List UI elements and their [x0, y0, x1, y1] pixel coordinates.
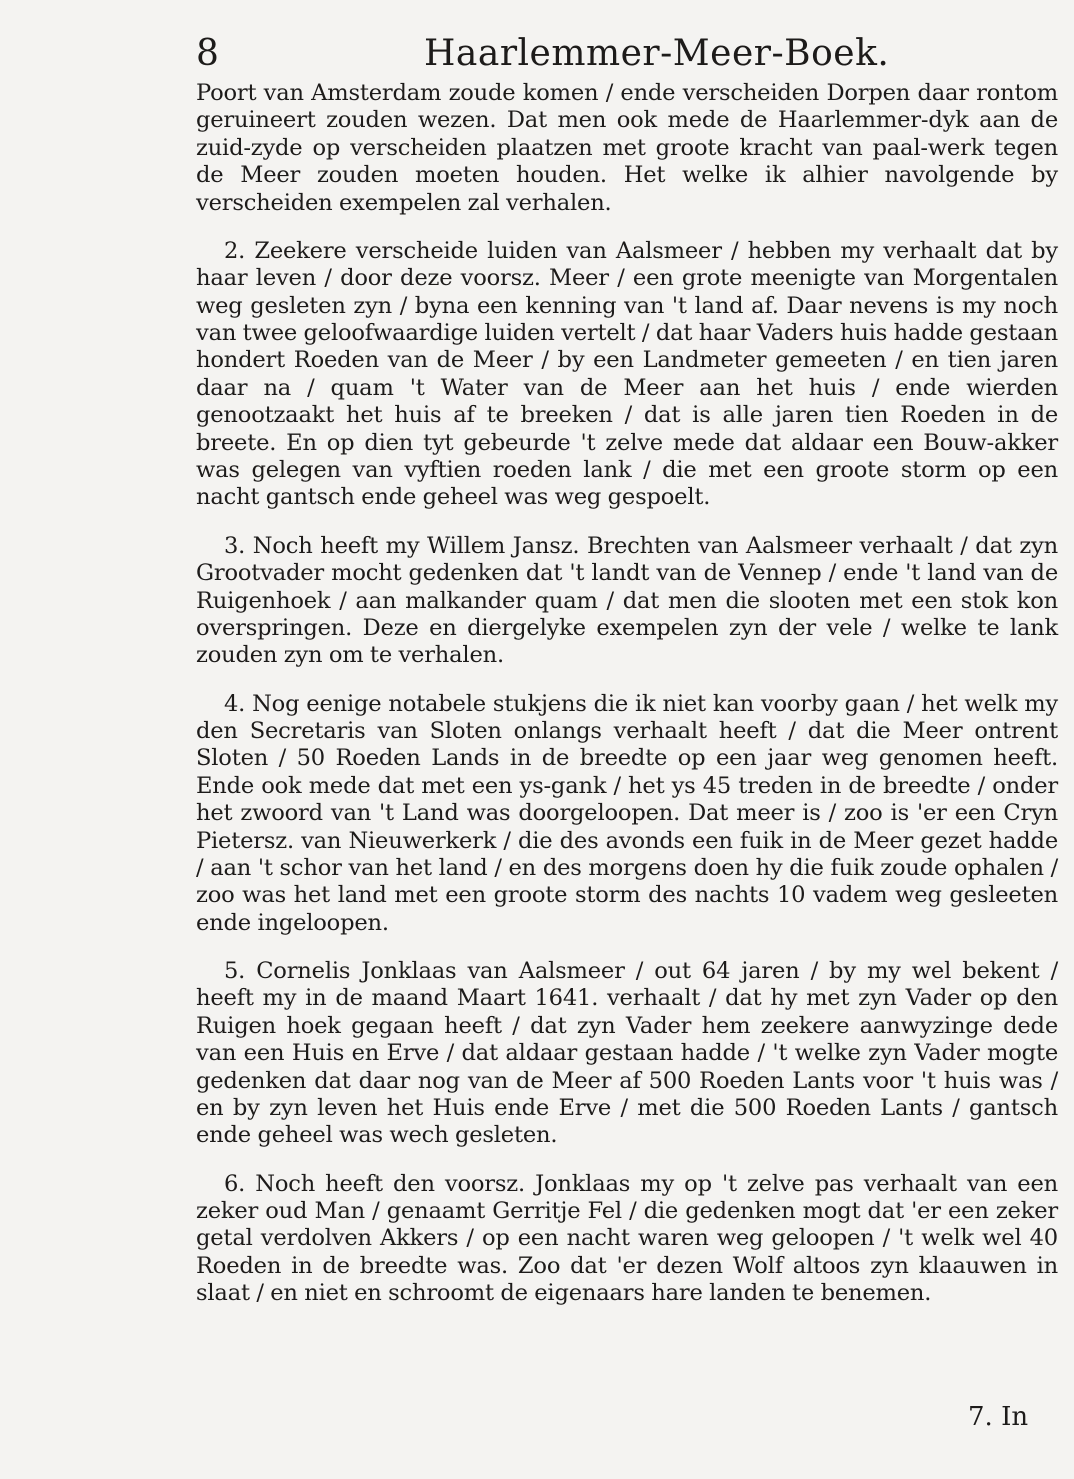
running-title: Haarlemmer-Meer-Boek.	[424, 33, 890, 74]
paragraph-3: 3. Noch heeft my Willem Jansz. Brechten van Aalsmeer verhaalt / dat zyn Grootvader mocht gedenken dat 't landt van de Vennep / ende 't land van de Ruigenhoek / aan malkander quam / dat men die slooten met een stok kon overspringen. Deze en diergelyke exempelen zyn der vele / welke te lank zouden zyn om te verhalen.	[196, 532, 1058, 669]
page-number: 8	[196, 33, 219, 74]
page-header	[196, 30, 1056, 80]
paragraph-4: 4. Nog eenige notabele stukjens die ik niet kan voorby gaan / het welk my den Secretaris van Sloten onlangs verhaalt heeft / dat die Meer ontrent Sloten / 50 Roeden Lands in de breedte op een jaar weg genomen heeft. Ende ook mede dat met een ys-gank / het ys 45 treden in de breedte / onder het zwoord van 't Land was doorgeloopen. Dat meer is / zoo is 'er een Cryn Pietersz. van Nieuwerkerk / die des avonds een fuik in de Meer gezet hadde / aan 't schor van het land / en des morgens doen hy die fuik zoude ophalen / zoo was het land met een groote storm des nachts 10 vadem weg gesleeten ende ingeloopen.	[196, 690, 1058, 936]
paragraph-continuation: Poort van Amsterdam zoude komen / ende verscheiden Dorpen daar rontom geruineert zouden wezen. Dat men ook mede de Haarlemmer-dyk aan de zuid-zyde op verscheiden plaatzen met groote kracht van paal-werk tegen de Meer zouden moeten houden. Het welke ik alhier navolgende by verscheiden exempelen zal verhalen.	[196, 80, 1058, 216]
paragraph-2: 2. Zeekere verscheide luiden van Aalsmeer / hebben my verhaalt dat by haar leven / door deze voorsz. Meer / een grote meenigte van Morgentalen weg gesleten zyn / byna een kenning van 't land af. Daar nevens is my noch van twee geloofwaardige luiden vertelt / dat haar Vaders huis hadde gestaan hondert Roeden van de Meer / by een Landmeter gemeeten / en tien jaren daar na / quam 't Water van de Meer aan het huis / ende wierden genootzaakt het huis af te breeken / dat is alle jaren tien Roeden in de breete. En op dien tyt gebeurde 't zelve mede dat aldaar een Bouw-akker was gelegen van vyftien roeden lank / die met een groote storm op een nacht gantsch ende geheel was weg gespoelt.	[196, 237, 1058, 511]
paragraph-5: 5. Cornelis Jonklaas van Aalsmeer / out 64 jaren / by my wel bekent / heeft my in de maand Maart 1641. verhaalt / dat hy met zyn Vader op den Ruigen hoek gegaan heeft / dat zyn Vader hem zeekere aanwyzinge dede van een Huis en Erve / dat aldaar gestaan hadde / 't welke zyn Vader mogte gedenken dat daar nog van de Meer af 500 Roeden Lants voor 't huis was / en by zyn leven het Huis ende Erve / met die 500 Roeden Lants / gantsch ende geheel was wech gesleten.	[196, 957, 1058, 1149]
paragraph-6: 6. Noch heeft den voorsz. Jonklaas my op 't zelve pas verhaalt van een zeker oud Man / genaamt Gerritje Fel / die gedenken mogt dat 'er een zeker getal verdolven Akkers / op een nacht waren weg geloopen / 't welk wel 40 Roeden in de breedte was. Zoo dat 'er dezen Wolf altoos zyn klaauwen in slaat / en niet en schroomt de eigenaars hare landen te benemen.	[196, 1170, 1058, 1307]
body-text	[196, 80, 1058, 1308]
catchword: 7. In	[968, 1402, 1029, 1432]
